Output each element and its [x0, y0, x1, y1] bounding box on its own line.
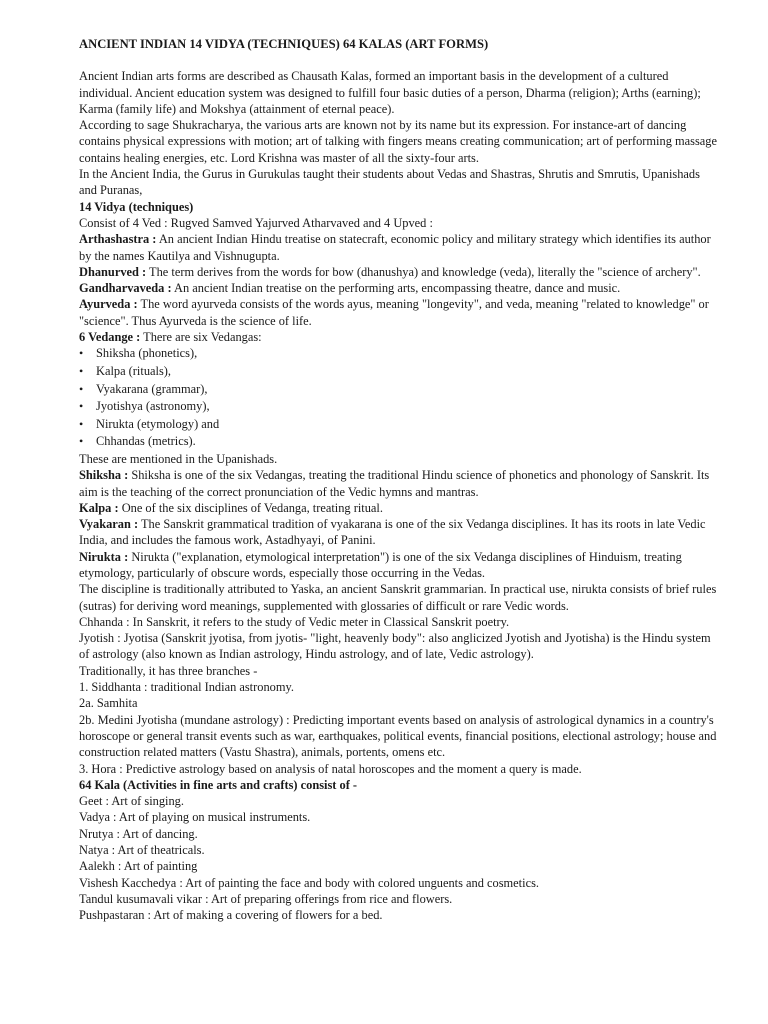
kala-item: Vadya : Art of playing on musical instruments.	[79, 810, 311, 825]
detail-shiksha	[79, 467, 719, 500]
intro-paragraph: Ancient Indian arts forms are described as Chausath Kalas, formed an important basis in the development of a cultured individual. Ancient education system was designed to fulfill four basic duties of a person, Dharma (religion); Arths (earning); Karma (family life) and Mokshya (attainment of eternal peace).	[79, 69, 701, 116]
nirukta-more: The discipline is traditionally attributed to Yaska, an ancient Sanskrit grammarian. In practical use, nirukta consists of brief rules (sutras) for deriving word meanings, supplemented with glossaries of difficult or rare Vedic words.	[79, 582, 717, 613]
upved-ayurveda	[79, 296, 719, 329]
term-text: There are six Vedangas:	[140, 330, 262, 345]
list-item: • Vyakarana (grammar),	[79, 381, 719, 397]
document-title: ANCIENT INDIAN 14 VIDYA (TECHNIQUES) 64 KALAS (ART FORMS)	[79, 37, 489, 51]
term-text: An ancient Indian treatise on the performing arts, encompassing theatre, dance and music.	[171, 281, 621, 296]
term-text: The Sanskrit grammatical tradition of vyakarana is one of the six Vedanga disciplines. It has its roots in late Vedic India, and includes the famous work, Astadhyayi, of Panini.	[79, 517, 706, 548]
term-label: Nirukta :	[79, 549, 129, 564]
upved-arthashastra	[79, 231, 719, 264]
detail-kalpa	[79, 500, 719, 516]
vedange-intro	[79, 329, 719, 345]
term-text: An ancient Indian Hindu treatise on statecraft, economic policy and military strategy which identifies its author by the names Kautilya and Vishnugupta.	[79, 232, 711, 263]
document-page	[79, 36, 719, 924]
term-text: The word ayurveda consists of the words ayus, meaning "longevity", and veda, meaning "related to knowledge" or "science". Thus Ayurveda is the science of life.	[79, 297, 709, 328]
term-label: Kalpa :	[79, 500, 119, 515]
chhanda-paragraph: Chhanda : In Sanskrit, it refers to the study of Vedic meter in Classical Sanskrit poetry.	[79, 614, 510, 629]
list-item: • Chhandas (metrics).	[79, 433, 719, 449]
upanishads-note: These are mentioned in the Upanishads.	[79, 451, 278, 466]
term-text: Shiksha is one of the six Vedangas, treating the traditional Hindu science of phonetics and phonology of Sanskrit. Its aim is the teaching of the correct pronunciation of the Vedic hymns and mantras.	[79, 468, 710, 499]
list-item: • Kalpa (rituals),	[79, 363, 719, 379]
list-item: • Jyotishya (astronomy),	[79, 398, 719, 414]
intro-paragraph: In the Ancient India, the Gurus in Gurukulas taught their students about Vedas and Shastras, Shrutis and Smrutis, Upanishads and Puranas,	[79, 167, 700, 198]
term-text: One of the six disciplines of Vedanga, treating ritual.	[118, 500, 383, 515]
kala-item: Natya : Art of theatricals.	[79, 843, 205, 858]
term-label: Vyakaran :	[79, 517, 139, 532]
kala-item: Aalekh : Art of painting	[79, 859, 198, 874]
vidya-consist: Consist of 4 Ved : Rugved Samved Yajurved Atharvaved and 4 Upved :	[79, 215, 433, 230]
upved-gandharvaveda	[79, 280, 719, 296]
vedanga-list	[79, 345, 719, 449]
kala-item: Nrutya : Art of dancing.	[79, 826, 198, 841]
detail-nirukta	[79, 549, 719, 582]
term-label: Arthashastra :	[79, 232, 157, 247]
term-label: Shiksha :	[79, 468, 129, 483]
term-label: Ayurveda :	[79, 297, 138, 312]
kala-item: Tandul kusumavali vikar : Art of preparing offerings from rice and flowers.	[79, 891, 453, 906]
kala-item: Vishesh Kacchedya : Art of painting the face and body with colored unguents and cosmetics.	[79, 875, 539, 890]
branch-item: 3. Hora : Predictive astrology based on analysis of natal horoscopes and the moment a query is made.	[79, 761, 582, 776]
list-item: • Shiksha (phonetics),	[79, 345, 719, 361]
branch-item: 2b. Medini Jyotisha (mundane astrology) : Predicting important events based on analysis of astrological dynamics in a country's horoscope or general transit events such as war, earthquakes, political events, financial positions, electional astrology; house and construction related matters (Vastu Shastra), animals, portents, omens etc.	[79, 712, 717, 760]
branch-item: 1. Siddhanta : traditional Indian astronomy.	[79, 680, 294, 695]
branch-item: 2a. Samhita	[79, 696, 138, 711]
vidya-heading: 14 Vidya (techniques)	[79, 199, 194, 214]
kala-heading: 64 Kala (Activities in fine arts and crafts) consist of -	[79, 777, 358, 792]
intro-paragraph: According to sage Shukracharya, the various arts are known not by its name but its expression. For instance-art of dancing contains physical expressions with motion; art of talking with fingers means creating communication; art of performing massage contains healing energies, etc. Lord Krishna was master of all the sixty-four arts.	[79, 118, 717, 165]
detail-vyakaran	[79, 516, 719, 549]
jyotish-paragraph: Jyotish : Jyotisa (Sanskrit jyotisa, from jyotis- "light, heavenly body": also anglicized Jyotish and Jyotisha) is the Hindu system of astrology (also known as Indian astrology, Hindu astrology, and of late, Vedic astrology).	[79, 631, 711, 662]
term-label: Dhanurved :	[79, 264, 147, 279]
kala-item: Geet : Art of singing.	[79, 794, 184, 809]
branches-intro: Traditionally, it has three branches -	[79, 663, 258, 678]
term-text: The term derives from the words for bow (dhanushya) and knowledge (veda), literally the "science of archery".	[146, 264, 701, 279]
upved-dhanurved	[79, 264, 719, 280]
list-item: • Nirukta (etymology) and	[79, 416, 719, 432]
kala-item: Pushpastaran : Art of making a covering of flowers for a bed.	[79, 908, 383, 923]
term-label: 6 Vedange :	[79, 330, 141, 345]
term-text: Nirukta ("explanation, etymological interpretation") is one of the six Vedanga disciplines of Hinduism, treating etymology, particularly of obscure words, especially those occurring in the Vedas.	[79, 549, 682, 580]
term-label: Gandharvaveda :	[79, 281, 172, 296]
